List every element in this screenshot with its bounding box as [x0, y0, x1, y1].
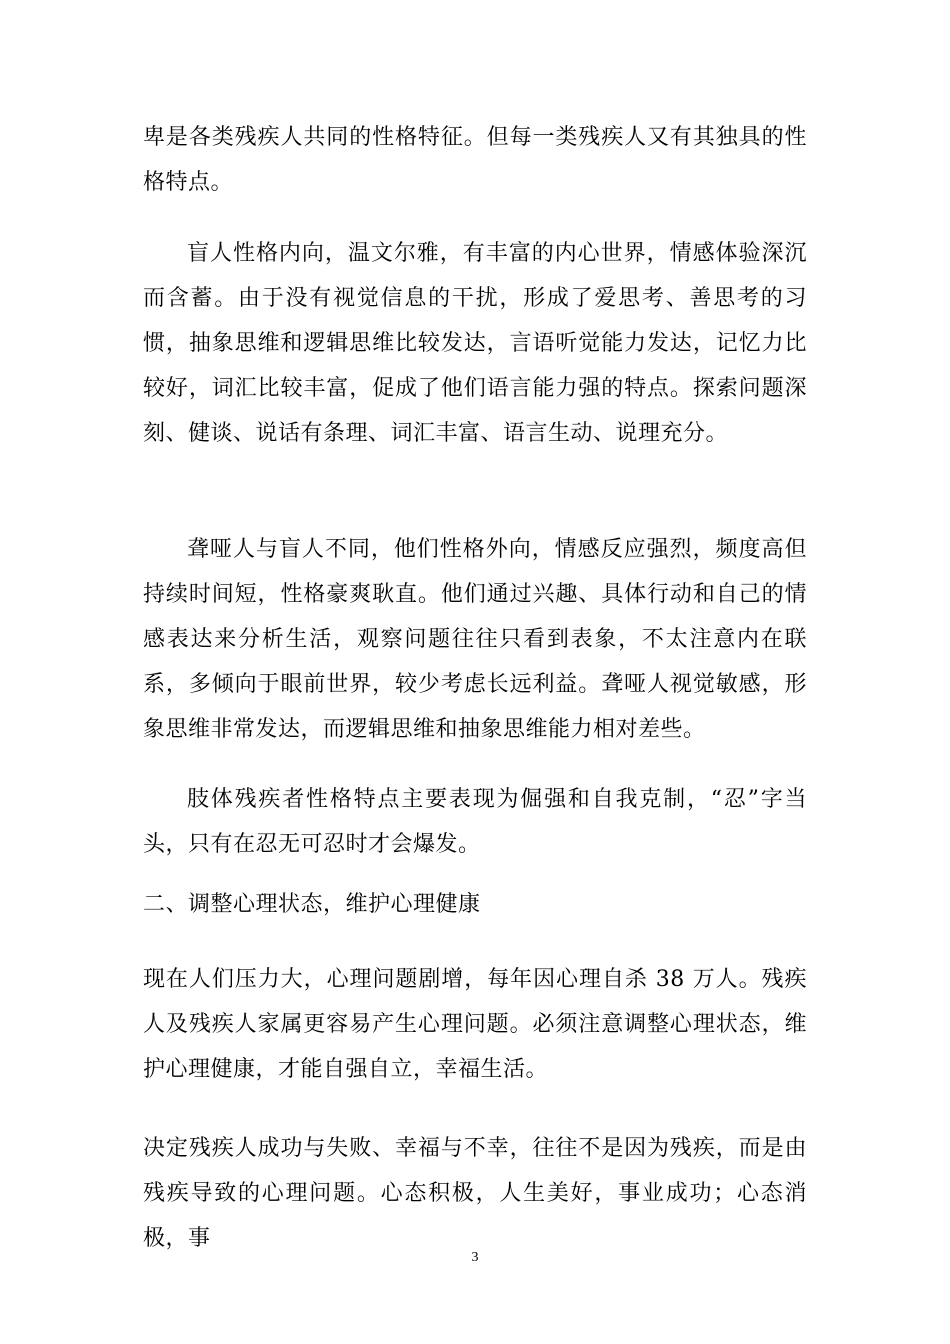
section-heading: 二、调整心理状态，维护心理健康 — [143, 892, 481, 917]
paragraph-physical-traits: 肢体残疾者性格特点主要表现为倔强和自我克制，“忍”字当头，只有在忍无可忍时才会爆发。 — [143, 787, 807, 857]
paragraph-continuation: 卑是各类残疾人共同的性格特征。但每一类残疾人又有其独具的性格特点。 — [143, 125, 807, 195]
paragraph-success: 决定残疾人成功与失败、幸福与不幸，往往不是因为残疾，而是由残疾导致的心理问题。心态积极，人生美好，事业成功；心态消极，事 — [143, 1136, 807, 1251]
page-number: 3 — [471, 1250, 479, 1265]
paragraph-deaf-traits: 聋哑人与盲人不同，他们性格外向，情感反应强烈，频度高但持续时间短，性格豪爽耿直。他们通过兴趣、具体行动和自己的情感表达来分析生活，观察问题往往只看到表象，不太注意内在联系，多倾向于眼前世界，较少考虑长远利益。聋哑人视觉敏感，形象思维非常发达，而逻辑思维和抽象思维能力相对差些。 — [143, 537, 807, 742]
paragraph-pressure: 现在人们压力大，心理问题剧增，每年因心理自杀 38 万人。残疾人及残疾人家属更容易产生心理问题。必须注意调整心理状态，维护心理健康，才能自强自立，幸福生活。 — [143, 967, 807, 1082]
paragraph-blind-traits: 盲人性格内向，温文尔雅，有丰富的内心世界，情感体验深沉而含蓄。由于没有视觉信息的干扰，形成了爱思考、善思考的习惯，抽象思维和逻辑思维比较发达，言语听觉能力发达，记忆力比较好，词汇比较丰富，促成了他们语言能力强的特点。探索问题深刻、健谈、说话有条理、词汇丰富、语言生动、说理充分。 — [143, 241, 807, 446]
